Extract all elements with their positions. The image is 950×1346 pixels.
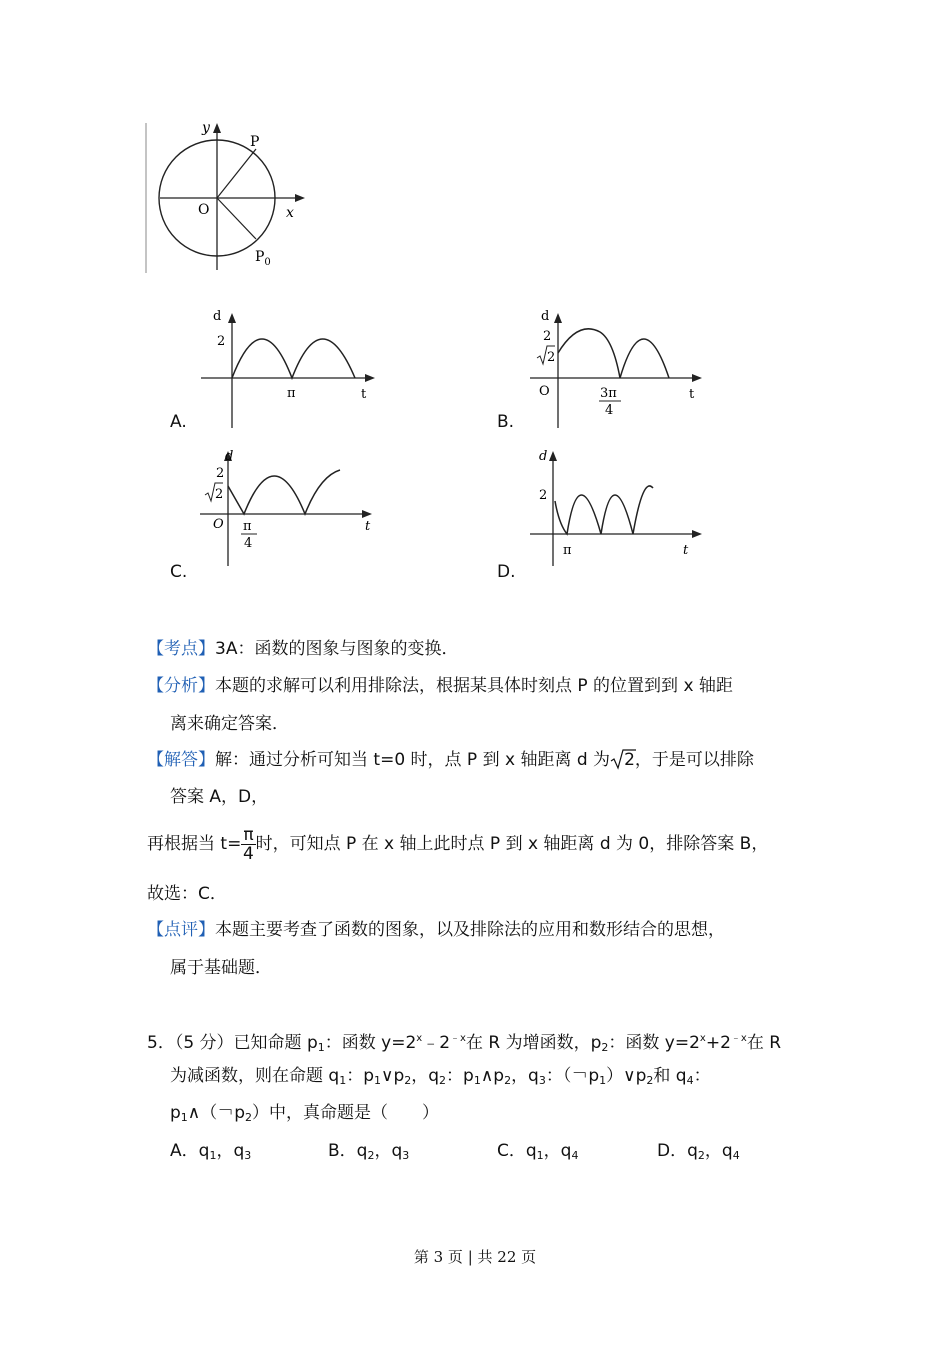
graph-c-two-label: 2 [216,466,225,481]
q5-l2-s2: 1 [374,1074,381,1087]
q5-option-b-s1: 2 [367,1149,375,1162]
graph-a-pi-label: π [287,386,296,401]
q5-l2-s7: 3 [538,1074,546,1087]
graph-c-pi-label: π [243,519,252,534]
q5-option-b-q1: q [356,1141,368,1161]
graph-c [195,446,385,568]
fenxi-line-2: 离来确定答案． [170,714,289,734]
q5-l2-g: ，q [511,1066,539,1086]
graph-d-curve [555,486,653,534]
graph-b [525,308,715,430]
graph-b-d-label: d [541,309,550,324]
jieda-line-1 [147,749,754,771]
jieda-tag: 【解答】 [147,750,215,770]
kaodian-text: 3A：函数的图象与图象的变换． [215,639,459,659]
jieda-text-1a: 解：通过分析可知当 t=0 时，点 P 到 x 轴距离 d 为 [215,750,611,770]
graph-d-pi-label: π [563,543,572,558]
q5-l2-s4: 2 [439,1074,447,1087]
q5-l1-f: +2 [705,1033,731,1053]
q5-option-b-letter: B． [328,1141,357,1161]
q5-l2-j: 和 q [653,1066,687,1086]
graph-d-t-label: t [683,543,689,558]
graph-c-sqrt2-label: 2 [215,487,224,502]
q5-option-a-q1: q [198,1141,210,1161]
jieda-sqrt-value: 2 [624,750,635,770]
again-frac-num: π [243,824,254,845]
q5-l2-f: ∧p [480,1066,505,1086]
graph-a-curve [232,339,355,378]
again-fraction [241,826,255,863]
graph-a-two-label: 2 [217,334,226,349]
radius-op0 [217,198,256,239]
q5-l1-g: 在 R [746,1033,782,1053]
dianping-text-1: 本题主要考查了函数的图象，以及排除法的应用和数形结合的思想， [215,920,725,940]
q5-option-a-q2: q [233,1141,245,1161]
q5-l2-s8: 1 [599,1074,607,1087]
circle-figure [140,115,320,275]
q5-l1-a: （5 分）已知命题 p [174,1033,318,1053]
graph-b-two-label: 2 [543,329,552,344]
q5-l2-c: ∨p [381,1066,405,1086]
q5-l3-a: p [170,1103,181,1123]
y-axis-label: y [202,120,210,136]
q5-option-c-s1: 1 [536,1149,544,1162]
q5-l3-s1: 1 [180,1111,188,1124]
graph-b-t-arrow [692,374,702,382]
q5-option-c-sep: ， [543,1141,561,1161]
graph-a-d-arrow [228,313,236,323]
q5-option-c-letter: C． [497,1141,526,1161]
origin-label: O [198,202,210,218]
q5-number: 5． [147,1033,175,1053]
option-b-label: B. [497,412,515,432]
kaodian-line [147,638,458,660]
jieda-line-2: 答案 A，D， [170,787,269,807]
graph-b-curve [558,329,669,378]
dianping-line-1 [147,919,725,941]
dianping-tag: 【点评】 [147,920,215,940]
q5-option-b-s2: 3 [402,1149,410,1162]
graph-b-4-label: 4 [605,403,614,418]
graph-c-t-arrow [362,510,372,518]
fenxi-tag: 【分析】 [147,676,215,696]
y-axis-arrow [213,123,221,133]
q5-option-c-q1: q [525,1141,537,1161]
q5-l2-a: 为减函数，则在命题 q [170,1066,340,1086]
jieda-text-1b: ，于是可以排除 [634,750,754,770]
graph-d-two-label: 2 [539,488,548,503]
q5-option-d-s1: 2 [697,1149,705,1162]
point-p0-label: $P_0$ [255,249,271,268]
q5-option-d-s2: 4 [732,1149,740,1162]
graph-c-4-label: 4 [244,536,253,551]
q5-l1-b: ：函数 y=2 [324,1033,417,1053]
fenxi-text-1: 本题的求解可以利用排除法，根据某具体时刻点 P 的位置到到 x 轴距 [215,676,733,696]
q5-l2-e: ：p [446,1066,474,1086]
q5-option-c-s2: 4 [571,1149,579,1162]
q5-l2-b: ：p [346,1066,374,1086]
graph-b-origin-label: O [539,384,550,399]
q5-option-c-q2: q [560,1141,572,1161]
q5-option-a-letter: A． [170,1141,199,1161]
page-footer: 第 3 页 | 共 22 页 [413,1248,537,1266]
option-a-label: A. [170,412,187,432]
again-line [147,822,768,866]
q5-option-a[interactable] [170,1140,251,1167]
q5-l1-d: 在 R 为增函数，p [465,1033,602,1053]
q5-l2-s5: 1 [473,1074,481,1087]
q5-option-b-q2: q [391,1141,403,1161]
q5-option-b[interactable] [328,1140,409,1167]
again-text-a: 再根据当 t= [147,834,242,854]
q5-option-d-sep: ， [704,1141,722,1161]
q5-line-2 [170,1065,711,1092]
q5-option-c[interactable] [497,1140,578,1167]
graph-d-t-arrow [692,530,702,538]
q5-l2-i: ）∨p [606,1066,647,1086]
x-axis-arrow [295,194,305,202]
option-d-label: D. [497,562,516,582]
q5-l2-k: ： [693,1066,711,1086]
graph-d [525,446,715,568]
graph-c-origin-label: O [213,517,224,532]
graph-d-d-label: d [539,449,548,464]
kaodian-tag: 【考点】 [147,639,215,659]
q5-option-b-sep: ， [374,1141,392,1161]
q5-l1-sub1: 1 [317,1041,325,1054]
q5-l2-h: ：（￢p [545,1066,600,1086]
q5-l2-s3: 2 [404,1074,412,1087]
q5-l3-c: ）中，真命题是（ ） [252,1103,440,1123]
option-c-label: C. [170,562,188,582]
again-frac-den: 4 [243,843,254,864]
q5-l3-s2: 2 [245,1111,253,1124]
graph-c-d-label: d [225,449,234,464]
graph-a-t-arrow [365,374,375,382]
q5-line-1 [147,1028,781,1059]
graph-b-3pi-label: 3π [600,386,617,401]
q5-l2-s1: 1 [339,1074,347,1087]
q5-option-d-q2: q [721,1141,733,1161]
q5-l1-e: ：函数 y=2 [608,1033,700,1053]
q5-option-a-sep: ， [216,1141,234,1161]
fenxi-line-1 [147,675,733,697]
q5-l1-c: ﹣2 [422,1033,451,1053]
q5-l1-sup-negx2: ﹣x [730,1033,747,1044]
graph-c-t-label: t [365,519,371,534]
graph-d-d-arrow [549,451,557,461]
q5-l2-s6: 2 [504,1074,512,1087]
jieda-sqrt [610,749,635,771]
graph-a-d-label: d [213,309,222,324]
q5-line-3 [170,1102,439,1129]
again-text-b: 时，可知点 P 在 x 轴上此时点 P 到 x 轴距离 d 为 0，排除答案 B， [255,834,769,854]
q5-l2-s9: 2 [646,1074,654,1087]
gu-xuan-line: 故选：C． [147,884,227,904]
graph-a [195,308,385,430]
q5-l1-sup-x2: x [699,1033,706,1044]
q5-l1-sup-negx: ﹣x [450,1033,466,1044]
q5-option-d[interactable] [657,1140,740,1167]
q5-option-a-s2: 3 [244,1149,252,1162]
graph-c-curve [228,470,340,514]
x-axis-label: x [286,205,294,221]
q5-l2-s10: 4 [686,1074,694,1087]
graph-b-sqrt2-label: 2 [547,350,556,365]
q5-option-a-s1: 1 [209,1149,217,1162]
q5-l1-sub2: 2 [601,1041,609,1054]
radius-op [217,149,256,198]
q5-option-d-letter: D． [657,1141,688,1161]
point-p-label: P [250,134,260,150]
q5-l2-d: ，q [411,1066,440,1086]
dianping-line-2: 属于基础题． [170,958,272,978]
q5-l1-sup-x: x [416,1033,423,1044]
q5-l3-b: ∧（￢p [187,1103,246,1123]
graph-b-d-arrow [554,313,562,323]
graph-b-t-label: t [689,387,695,402]
graph-a-t-label: t [361,387,367,402]
q5-option-d-q1: q [687,1141,698,1161]
